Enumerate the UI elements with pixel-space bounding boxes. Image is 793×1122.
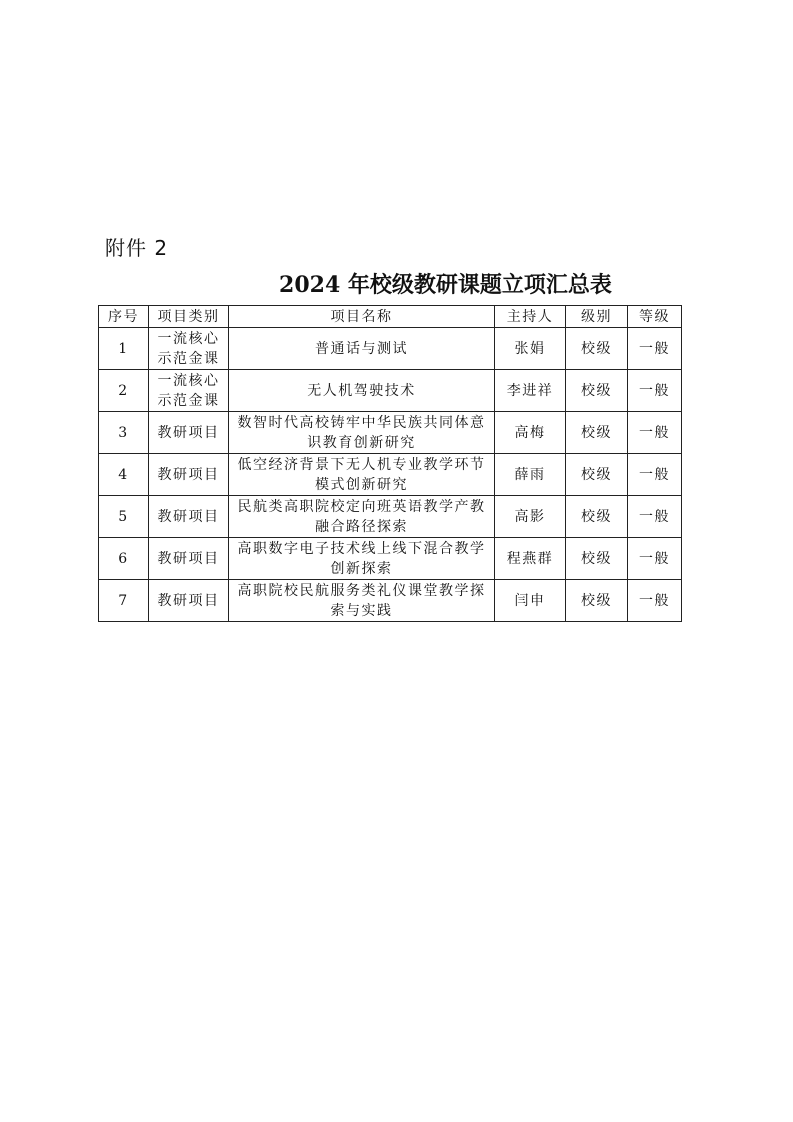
cell-no: 4 bbox=[99, 454, 149, 496]
cell-grade: 一般 bbox=[628, 580, 682, 622]
cell-level: 校级 bbox=[566, 496, 628, 538]
attachment-label: 附件 2 bbox=[105, 236, 169, 260]
cell-host: 张娟 bbox=[495, 328, 566, 370]
cell-grade: 一般 bbox=[628, 412, 682, 454]
cell-name: 高职数字电子技术线上线下混合教学创新探索 bbox=[229, 538, 495, 580]
cell-host: 高影 bbox=[495, 496, 566, 538]
header-grade: 等级 bbox=[628, 306, 682, 328]
table-row bbox=[99, 580, 682, 622]
cell-level: 校级 bbox=[566, 412, 628, 454]
cell-category: 教研项目 bbox=[149, 538, 229, 580]
header-host: 主持人 bbox=[495, 306, 566, 328]
cell-no: 5 bbox=[99, 496, 149, 538]
cell-host: 薛雨 bbox=[495, 454, 566, 496]
cell-grade: 一般 bbox=[628, 370, 682, 412]
cell-level: 校级 bbox=[566, 454, 628, 496]
table-row bbox=[99, 412, 682, 454]
table-row bbox=[99, 328, 682, 370]
cell-name: 数智时代高校铸牢中华民族共同体意识教育创新研究 bbox=[229, 412, 495, 454]
cell-level: 校级 bbox=[566, 538, 628, 580]
cell-category: 一流核心示范金课 bbox=[149, 370, 229, 412]
header-name: 项目名称 bbox=[229, 306, 495, 328]
cell-no: 1 bbox=[99, 328, 149, 370]
cell-category: 一流核心示范金课 bbox=[149, 328, 229, 370]
cell-host: 李进祥 bbox=[495, 370, 566, 412]
table-header-row bbox=[99, 306, 682, 328]
cell-name: 无人机驾驶技术 bbox=[229, 370, 495, 412]
cell-category: 教研项目 bbox=[149, 454, 229, 496]
table-row bbox=[99, 370, 682, 412]
cell-grade: 一般 bbox=[628, 538, 682, 580]
cell-category: 教研项目 bbox=[149, 496, 229, 538]
page-title: 2024 年校级教研课题立项汇总表 bbox=[279, 272, 612, 298]
cell-name: 普通话与测试 bbox=[229, 328, 495, 370]
table-row bbox=[99, 496, 682, 538]
cell-category: 教研项目 bbox=[149, 580, 229, 622]
cell-name: 民航类高职院校定向班英语教学产教融合路径探索 bbox=[229, 496, 495, 538]
cell-grade: 一般 bbox=[628, 454, 682, 496]
cell-category: 教研项目 bbox=[149, 412, 229, 454]
header-no: 序号 bbox=[99, 306, 149, 328]
cell-host: 高梅 bbox=[495, 412, 566, 454]
table-row bbox=[99, 454, 682, 496]
cell-name: 高职院校民航服务类礼仪课堂教学探索与实践 bbox=[229, 580, 495, 622]
cell-level: 校级 bbox=[566, 328, 628, 370]
table-row bbox=[99, 538, 682, 580]
cell-no: 3 bbox=[99, 412, 149, 454]
cell-grade: 一般 bbox=[628, 496, 682, 538]
cell-name: 低空经济背景下无人机专业教学环节模式创新研究 bbox=[229, 454, 495, 496]
cell-grade: 一般 bbox=[628, 328, 682, 370]
cell-host: 程燕群 bbox=[495, 538, 566, 580]
cell-no: 7 bbox=[99, 580, 149, 622]
cell-level: 校级 bbox=[566, 580, 628, 622]
summary-table bbox=[98, 305, 682, 622]
cell-host: 闫申 bbox=[495, 580, 566, 622]
cell-level: 校级 bbox=[566, 370, 628, 412]
header-category: 项目类别 bbox=[149, 306, 229, 328]
cell-no: 2 bbox=[99, 370, 149, 412]
cell-no: 6 bbox=[99, 538, 149, 580]
header-level: 级别 bbox=[566, 306, 628, 328]
